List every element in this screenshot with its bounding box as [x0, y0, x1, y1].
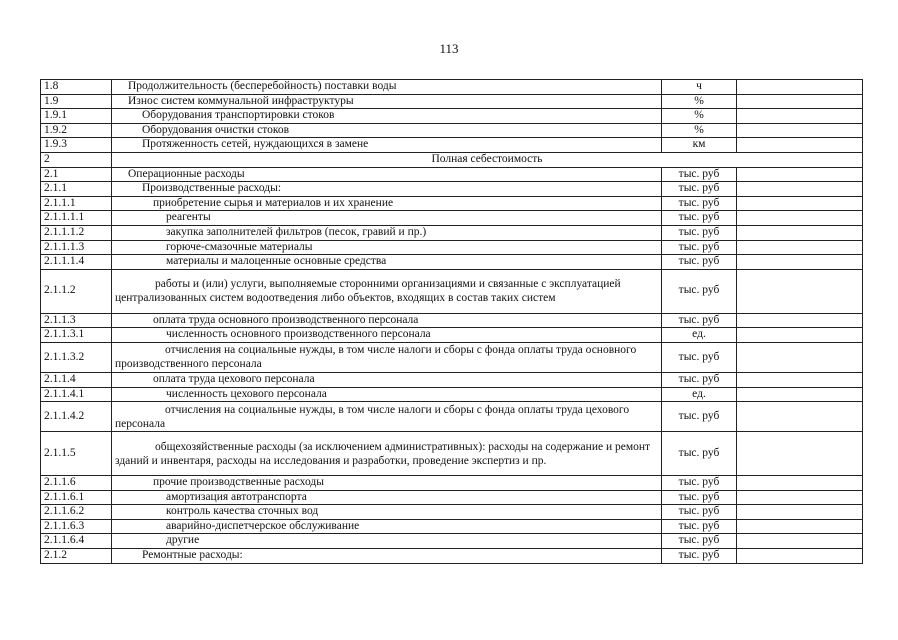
row-name: горюче-смазочные материалы — [112, 240, 662, 255]
table-row — [41, 94, 863, 109]
row-name: Производственные расходы: — [112, 182, 662, 197]
row-value — [737, 328, 863, 343]
row-code: 2.1.1.1.3 — [41, 240, 112, 255]
table-row — [41, 328, 863, 343]
row-code: 2.1.1.6.1 — [41, 490, 112, 505]
row-name-text: работы и (или) услуги, выполняемые сторонними организациями и связанные с эксплуатацией централизованных систем водоотведения либо объектов, входящих в состав таких систем — [115, 278, 621, 305]
row-value — [737, 109, 863, 124]
row-name: Оборудования очистки стоков — [112, 123, 662, 138]
table-row — [41, 534, 863, 549]
row-name: Операционные расходы — [112, 167, 662, 182]
table-row — [41, 313, 863, 328]
row-value — [737, 342, 863, 372]
row-unit: тыс. руб — [662, 313, 737, 328]
row-unit: км — [662, 138, 737, 153]
row-name: оплата труда основного производственного персонала — [112, 313, 662, 328]
row-value — [737, 519, 863, 534]
row-name: Оборудования транспортировки стоков — [112, 109, 662, 124]
row-name: контроль качества сточных вод — [112, 505, 662, 520]
row-unit: тыс. руб — [662, 519, 737, 534]
row-name — [112, 432, 662, 476]
row-value — [737, 182, 863, 197]
row-unit: тыс. руб — [662, 196, 737, 211]
row-code: 2.1.1.3.1 — [41, 328, 112, 343]
row-value — [737, 387, 863, 402]
row-code: 2.1.1.1.1 — [41, 211, 112, 226]
row-value — [737, 80, 863, 95]
table-row — [41, 182, 863, 197]
row-name: прочие производственные расходы — [112, 476, 662, 491]
row-code: 2.1.1.1.2 — [41, 225, 112, 240]
table-row — [41, 211, 863, 226]
table-row — [41, 80, 863, 95]
row-value — [737, 432, 863, 476]
row-unit: ед. — [662, 328, 737, 343]
row-code: 2.1 — [41, 167, 112, 182]
row-code: 1.9.2 — [41, 123, 112, 138]
row-code: 2.1.2 — [41, 549, 112, 564]
row-value — [737, 534, 863, 549]
table-row — [41, 490, 863, 505]
section-title: Полная себестоимость — [112, 152, 863, 167]
row-name: реагенты — [112, 211, 662, 226]
row-unit: тыс. руб — [662, 211, 737, 226]
row-code: 2.1.1 — [41, 182, 112, 197]
row-unit: тыс. руб — [662, 432, 737, 476]
row-name: Протяженность сетей, нуждающихся в замене — [112, 138, 662, 153]
table-row — [41, 432, 863, 476]
row-value — [737, 123, 863, 138]
row-code: 2.1.1.6 — [41, 476, 112, 491]
row-name: закупка заполнителей фильтров (песок, гравий и пр.) — [112, 225, 662, 240]
row-code: 2.1.1.5 — [41, 432, 112, 476]
row-value — [737, 196, 863, 211]
table-row — [41, 109, 863, 124]
row-unit: тыс. руб — [662, 182, 737, 197]
row-value — [737, 255, 863, 270]
row-name: численность основного производственного персонала — [112, 328, 662, 343]
row-unit: тыс. руб — [662, 255, 737, 270]
row-unit: тыс. руб — [662, 167, 737, 182]
row-value — [737, 138, 863, 153]
row-name: аварийно-диспетчерское обслуживание — [112, 519, 662, 534]
row-code: 2.1.1.4.1 — [41, 387, 112, 402]
row-code: 1.8 — [41, 80, 112, 95]
table-row — [41, 505, 863, 520]
row-value — [737, 549, 863, 564]
row-value — [737, 94, 863, 109]
row-unit: тыс. руб — [662, 269, 737, 313]
table-row — [41, 549, 863, 564]
row-code: 2.1.1.6.4 — [41, 534, 112, 549]
row-name: материалы и малоценные основные средства — [112, 255, 662, 270]
row-value — [737, 269, 863, 313]
row-unit: тыс. руб — [662, 549, 737, 564]
table-row — [41, 476, 863, 491]
row-code: 2.1.1.4.2 — [41, 402, 112, 432]
table-row — [41, 342, 863, 372]
row-name-text: общехозяйственные расходы (за исключением административных): расходы на содержание и ремонт зданий и инвентаря, расходы на исследования и разработки, проведение экспертиз и пр. — [115, 440, 651, 467]
row-code: 2.1.1.4 — [41, 372, 112, 387]
table-row — [41, 123, 863, 138]
row-value — [737, 225, 863, 240]
row-code: 2 — [41, 152, 112, 167]
row-code: 1.9.3 — [41, 138, 112, 153]
table-row — [41, 240, 863, 255]
row-name-text: отчисления на социальные нужды, в том числе налоги и сборы с фонда оплаты труда цехового персонала — [115, 403, 630, 430]
table-row — [41, 387, 863, 402]
row-unit: тыс. руб — [662, 240, 737, 255]
row-unit: ед. — [662, 387, 737, 402]
row-code: 2.1.1.1 — [41, 196, 112, 211]
row-name — [112, 269, 662, 313]
row-code: 2.1.1.3.2 — [41, 342, 112, 372]
table-row — [41, 138, 863, 153]
row-value — [737, 167, 863, 182]
section-row — [41, 152, 863, 167]
page-number: 113 — [439, 41, 459, 56]
row-name: амортизация автотранспорта — [112, 490, 662, 505]
row-value — [737, 313, 863, 328]
row-value — [737, 505, 863, 520]
row-code: 1.9 — [41, 94, 112, 109]
row-name: приобретение сырья и материалов и их хранение — [112, 196, 662, 211]
table-row — [41, 255, 863, 270]
row-code: 2.1.1.1.4 — [41, 255, 112, 270]
row-code: 2.1.1.6.2 — [41, 505, 112, 520]
table-row — [41, 519, 863, 534]
row-name-text: отчисления на социальные нужды, в том числе налоги и сборы с фонда оплаты труда основного производственного персонала — [115, 344, 637, 371]
row-unit: % — [662, 94, 737, 109]
row-unit: % — [662, 123, 737, 138]
row-value — [737, 240, 863, 255]
row-name: другие — [112, 534, 662, 549]
row-unit: ч — [662, 80, 737, 95]
row-code: 2.1.1.6.3 — [41, 519, 112, 534]
row-unit: тыс. руб — [662, 342, 737, 372]
row-code: 2.1.1.3 — [41, 313, 112, 328]
row-code: 2.1.1.2 — [41, 269, 112, 313]
table-row — [41, 269, 863, 313]
indicators-table — [40, 79, 863, 564]
row-unit: тыс. руб — [662, 402, 737, 432]
table-row — [41, 402, 863, 432]
row-value — [737, 372, 863, 387]
table-row — [41, 372, 863, 387]
table-row — [41, 196, 863, 211]
row-name: Ремонтные расходы: — [112, 549, 662, 564]
row-unit: тыс. руб — [662, 476, 737, 491]
row-name: численность цехового персонала — [112, 387, 662, 402]
row-name — [112, 342, 662, 372]
table-row — [41, 167, 863, 182]
row-unit: тыс. руб — [662, 372, 737, 387]
row-value — [737, 402, 863, 432]
row-name: оплата труда цехового персонала — [112, 372, 662, 387]
row-name — [112, 402, 662, 432]
row-value — [737, 476, 863, 491]
row-unit: тыс. руб — [662, 534, 737, 549]
row-value — [737, 211, 863, 226]
row-name: Износ систем коммунальной инфраструктуры — [112, 94, 662, 109]
row-unit: тыс. руб — [662, 490, 737, 505]
table-row — [41, 225, 863, 240]
row-value — [737, 490, 863, 505]
row-unit: тыс. руб — [662, 505, 737, 520]
row-unit: тыс. руб — [662, 225, 737, 240]
row-name: Продолжительность (бесперебойность) поставки воды — [112, 80, 662, 95]
row-unit: % — [662, 109, 737, 124]
row-code: 1.9.1 — [41, 109, 112, 124]
